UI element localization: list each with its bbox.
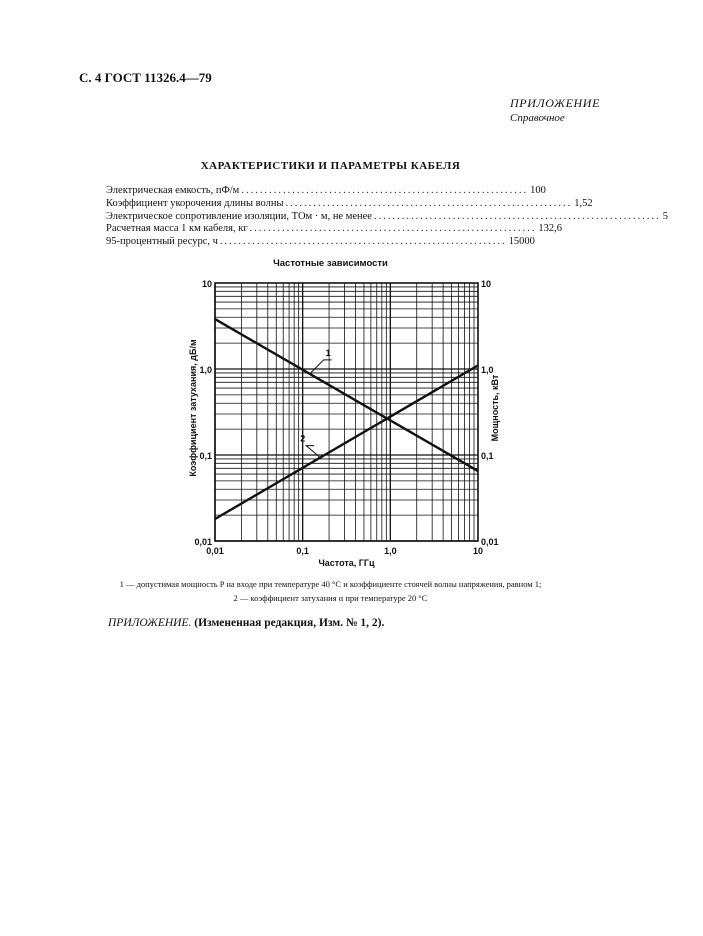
chart-caption	[0, 577, 661, 605]
grid	[215, 283, 478, 541]
x-tick-label: 0,1	[296, 546, 309, 556]
page-header: С. 4 ГОСТ 11326.4—79	[79, 70, 212, 85]
x-tick-label: 0,01	[206, 546, 224, 556]
plot-frame	[215, 283, 478, 541]
spec-label: Коэффициент укорочения длины волны	[106, 197, 284, 209]
dot-leader: ..............................................................	[241, 185, 529, 196]
series-leader-1	[310, 360, 332, 374]
x-axis-label: Частота, ГГц	[318, 558, 375, 568]
caption-line-2: 2 — коэффициент затухания α при температуре 20 °С	[233, 593, 428, 603]
x-tick-label: 1,0	[384, 546, 397, 556]
y-left-axis-label: Коэффициент затухания, дБ/м	[188, 339, 198, 477]
spec-value: 132,6	[538, 223, 562, 235]
y-left-tick-label: 10	[201, 279, 212, 289]
spec-label: Электрическое сопротивление изоляции, ТОм · м, не менее	[106, 210, 372, 222]
y-right-tick-label: 0,1	[481, 451, 494, 461]
caption-line-1: 1 — допустимая мощность P на входе при температуре 40 °С и коэффициенте стоячей волны напряжения, равном 1;	[119, 579, 542, 589]
y-right-tick-label: 1,0	[481, 365, 494, 375]
spec-label: 95-процентный ресурс, ч	[106, 236, 218, 248]
spec-label: Расчетная масса 1 км кабеля, кг	[106, 223, 248, 235]
series-label-1: 1	[325, 347, 331, 358]
appendix-subtitle: Справочное	[510, 112, 565, 124]
spec-value: 15000	[508, 236, 535, 248]
series-leader-2	[306, 446, 320, 458]
dot-leader: ..............................................................	[219, 236, 507, 248]
spec-value: 5	[662, 210, 668, 222]
footer-bold: (Измененная редакция, Изм. № 1, 2).	[194, 617, 385, 629]
dot-leader: ..............................................................	[373, 210, 661, 222]
y-right-tick-label: 10	[481, 279, 492, 289]
appendix-title: ПРИЛОЖЕНИЕ	[510, 96, 600, 110]
spec-value: 1,52	[574, 197, 593, 209]
section-title: ХАРАКТЕРИСТИКИ И ПАРАМЕТРЫ КАБЕЛЯ	[200, 160, 461, 172]
spec-value: 100	[530, 185, 546, 196]
series-label-2: 2	[300, 433, 306, 444]
y-right-axis-label: Мощность, кВт	[490, 374, 500, 442]
y-right-tick-label: 0,01	[481, 537, 499, 547]
chart-title: Частотные зависимости	[273, 258, 388, 269]
y-left-tick-label: 1,0	[199, 365, 212, 375]
y-left-tick-label: 0,01	[194, 537, 212, 547]
spec-label: Электрическая емкость, пФ/м	[106, 185, 240, 196]
axis-labels	[188, 279, 500, 568]
footer-italic: ПРИЛОЖЕНИЕ.	[108, 617, 192, 629]
y-left-tick-label: 0,1	[199, 451, 212, 461]
dot-leader: ..............................................................	[285, 197, 573, 209]
footer-note	[108, 617, 384, 629]
dot-leader: ..............................................................	[249, 223, 537, 235]
x-tick-label: 10	[472, 546, 484, 556]
